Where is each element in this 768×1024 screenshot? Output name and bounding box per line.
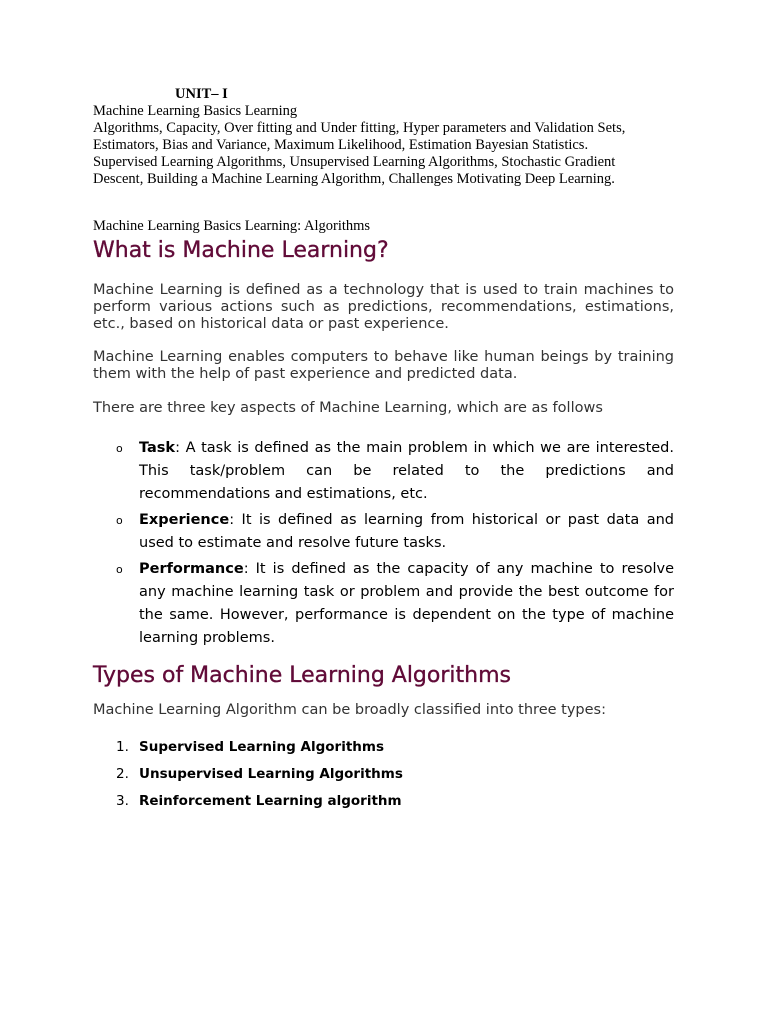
list-item [116,739,674,756]
type-label: Supervised Learning Algorithms [139,739,384,755]
types-intro-paragraph: Machine Learning Algorithm can be broadly classified into three types: [93,702,606,718]
aspect-description: : It is defined as the capacity of any machine to resolve any machine learning task or problem and provide the best outcome for the same. However, performance is dependent on the type of machine learning problems. [139,561,674,646]
definition-paragraph: Machine Learning is defined as a technology that is used to train machines to perform various actions such as predictions, recommendations, estimations, etc., based on historical data or past experience. [93,282,674,332]
document-page [93,86,674,820]
list-number: 2. [116,766,129,782]
syllabus-line: Estimators, Bias and Variance, Maximum Likelihood, Estimation Bayesian Statistics. [93,137,589,153]
unit-title: UNIT– I [175,86,228,102]
aspect-term: Task [139,440,176,456]
aspect-description: : A task is defined as the main problem in which we are interested. This task/problem can be related to the predictions and recommendations and estimations, etc. [139,440,674,502]
aspect-term: Experience [139,512,230,528]
type-label: Unsupervised Learning Algorithms [139,766,403,782]
enables-paragraph: Machine Learning enables computers to behave like human beings by training them with the help of past experience and predicted data. [93,349,674,382]
list-item [116,766,674,783]
syllabus-line: Algorithms, Capacity, Over fitting and Under fitting, Hyper parameters and Validation Sets, [93,120,626,136]
bullet-marker: o [116,442,123,455]
bullet-marker: o [116,514,123,527]
bullet-marker: o [116,563,123,576]
list-number: 3. [116,793,129,809]
what-is-ml-heading: What is Machine Learning? [93,238,389,263]
syllabus-line: Machine Learning Basics Learning [93,103,298,119]
aspects-list [93,437,674,650]
syllabus-block [93,103,674,188]
list-item [116,558,674,650]
type-label: Reinforcement Learning algorithm [139,793,402,809]
aspect-description: : It is defined as learning from historical or past data and used to estimate and resolve future tasks. [139,512,674,551]
types-list [93,739,674,810]
list-item [116,437,674,506]
types-heading: Types of Machine Learning Algorithms [93,663,511,688]
aspects-intro-paragraph: There are three key aspects of Machine Learning, which are as follows [93,400,603,416]
syllabus-line: Supervised Learning Algorithms, Unsupervised Learning Algorithms, Stochastic Gradient [93,154,616,170]
list-item [116,793,674,810]
list-item [116,509,674,555]
syllabus-line: Descent, Building a Machine Learning Algorithm, Challenges Motivating Deep Learning. [93,171,615,187]
aspect-term: Performance [139,561,244,577]
section-caption: Machine Learning Basics Learning: Algorithms [93,218,371,234]
list-number: 1. [116,739,129,755]
